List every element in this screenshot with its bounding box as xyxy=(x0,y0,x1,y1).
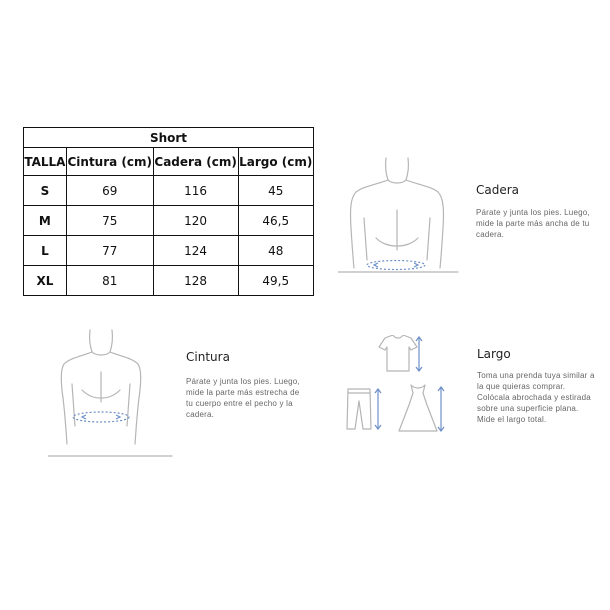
largo-description-line: Mide el largo total. xyxy=(477,415,547,424)
cintura-cell: 69 xyxy=(66,176,153,206)
size-cell: XL xyxy=(24,266,67,296)
largo-description xyxy=(477,370,595,425)
largo-cell: 46,5 xyxy=(238,206,314,236)
table-title: Short xyxy=(24,128,314,148)
garments-figure xyxy=(343,335,458,435)
largo-description-line: la que quieras comprar. xyxy=(477,382,566,391)
pants-icon xyxy=(347,389,371,429)
cadera-cell: 124 xyxy=(153,236,238,266)
cadera-description-line: mide la parte más ancha de tu xyxy=(476,219,590,228)
largo-description-line: Colócala abrochada y estirada xyxy=(477,393,591,402)
cadera-cell: 120 xyxy=(153,206,238,236)
largo-description-line: Toma una prenda tuya similar a xyxy=(477,371,595,380)
tshirt-icon xyxy=(379,335,417,371)
cintura-title: Cintura xyxy=(186,350,230,364)
cintura-description-line: mide la parte más estrecha de xyxy=(186,388,300,397)
header-cadera: Cadera (cm) xyxy=(153,148,238,176)
cintura-cell: 75 xyxy=(66,206,153,236)
size-cell: S xyxy=(24,176,67,206)
waist-measure-figure-icon xyxy=(48,326,173,462)
cadera-description xyxy=(476,207,590,240)
cintura-description-line: tu cuerpo entre el pecho y la xyxy=(186,399,293,408)
table-row xyxy=(24,206,314,236)
table-row xyxy=(24,266,314,296)
cintura-description-line: cadera. xyxy=(186,410,215,419)
cintura-cell: 77 xyxy=(66,236,153,266)
cadera-description-line: cadera. xyxy=(476,230,505,239)
cadera-cell: 116 xyxy=(153,176,238,206)
size-table xyxy=(23,127,314,296)
header-talla: TALLA xyxy=(24,148,67,176)
dress-measure-arrow xyxy=(438,387,444,431)
dress-icon xyxy=(399,385,437,431)
largo-cell: 49,5 xyxy=(238,266,314,296)
largo-cell: 45 xyxy=(238,176,314,206)
cintura-description xyxy=(186,376,300,420)
largo-title: Largo xyxy=(477,347,511,361)
cadera-description-line: Párate y junta los pies. Luego, xyxy=(476,208,590,217)
hip-measure-figure-icon xyxy=(338,150,460,276)
table-row xyxy=(24,236,314,266)
header-cintura: Cintura (cm) xyxy=(66,148,153,176)
size-cell: M xyxy=(24,206,67,236)
pants-measure-arrow xyxy=(375,389,381,429)
cintura-cell: 81 xyxy=(66,266,153,296)
cadera-title: Cadera xyxy=(476,183,520,197)
table-row xyxy=(24,176,314,206)
header-largo: Largo (cm) xyxy=(238,148,314,176)
cintura-description-line: Párate y junta los pies. Luego, xyxy=(186,377,300,386)
tshirt-measure-arrow xyxy=(416,337,422,371)
largo-description-line: sobre una superficie plana. xyxy=(477,404,579,413)
cadera-cell: 128 xyxy=(153,266,238,296)
size-cell: L xyxy=(24,236,67,266)
table-header-row xyxy=(24,148,314,176)
largo-cell: 48 xyxy=(238,236,314,266)
table-title-row xyxy=(24,128,314,148)
